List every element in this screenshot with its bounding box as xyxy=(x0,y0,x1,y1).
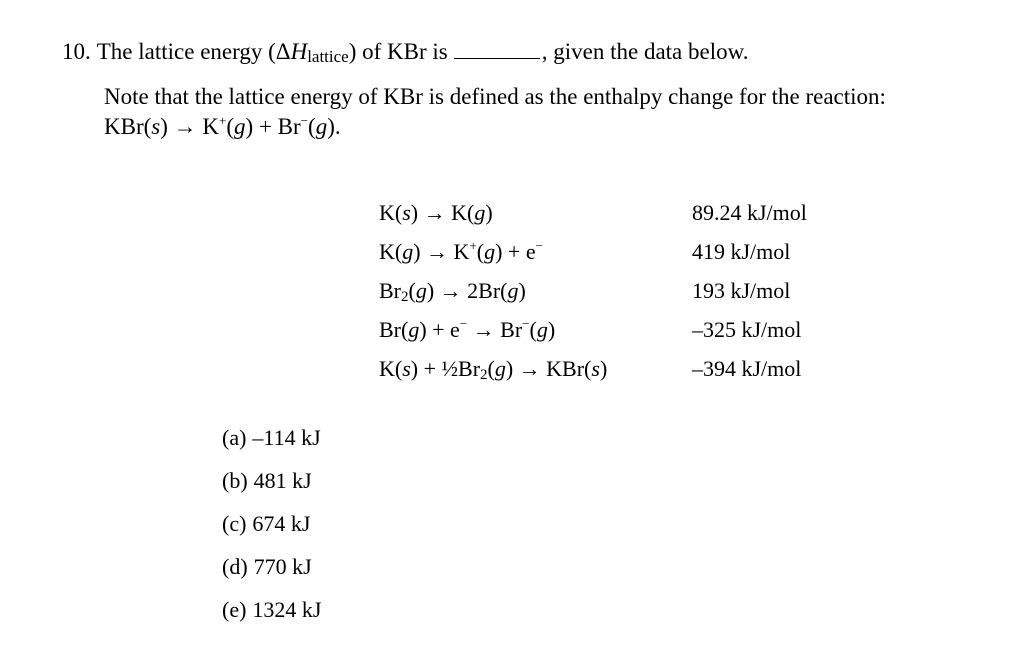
reaction-equation: Br(g) + e− → Br−(g) xyxy=(379,316,556,342)
note-part: ) → K xyxy=(160,114,220,139)
enthalpy-subscript: lattice xyxy=(307,47,349,66)
reaction-enthalpy: –325 kJ/mol xyxy=(692,317,802,342)
note-text xyxy=(104,82,886,142)
option-value: –114 kJ xyxy=(252,425,321,450)
note-part: KBr( xyxy=(104,114,152,139)
answer-options xyxy=(222,422,321,637)
enthalpy-symbol: H xyxy=(290,39,308,64)
reaction-enthalpy: 89.24 kJ/mol xyxy=(692,200,807,225)
note-part: ( xyxy=(226,114,235,139)
note-part: ( xyxy=(308,114,316,139)
reaction-enthalpy: 193 kJ/mol xyxy=(692,278,791,303)
option-letter: (d) xyxy=(222,554,248,579)
option-letter: (e) xyxy=(222,597,247,622)
note-charge: − xyxy=(300,113,309,128)
note-state: g xyxy=(315,114,328,139)
note-state: s xyxy=(151,114,161,139)
answer-option-b[interactable] xyxy=(222,465,321,508)
question-text xyxy=(62,38,748,67)
note-part: ). xyxy=(327,114,341,139)
note-part: ) + Br xyxy=(245,114,301,139)
option-letter: (a) xyxy=(222,425,247,450)
question-text-after: , given the data below. xyxy=(541,39,749,64)
reaction-equation: K(s) → K(g) xyxy=(379,200,493,225)
note-line-2 xyxy=(104,112,886,142)
option-letter: (b) xyxy=(222,468,248,493)
note-state: g xyxy=(234,114,246,139)
answer-option-a[interactable] xyxy=(222,422,321,465)
question-text-middle: ) of KBr is xyxy=(348,39,448,64)
note-charge: + xyxy=(219,113,227,128)
reaction-equation: $Br_2(g) \to 2Br(g)$ xyxy=(379,278,526,305)
answer-option-c[interactable] xyxy=(222,508,321,551)
reaction-equation: $K(s) + \frac{1}{2}Br_2(g) \to KBr(s)$ xyxy=(379,356,608,383)
question-number: 10. xyxy=(62,39,91,64)
question-text-before: The lattice energy (Δ xyxy=(96,39,291,64)
answer-option-d[interactable] xyxy=(222,551,321,594)
option-letter: (c) xyxy=(222,511,247,536)
note-line-1: Note that the lattice energy of KBr is defined as the enthalpy change for the reaction: xyxy=(104,84,886,109)
reaction-enthalpy: 419 kJ/mol xyxy=(692,239,791,264)
option-value: 674 kJ xyxy=(252,511,311,536)
reaction-enthalpy: –394 kJ/mol xyxy=(692,356,802,381)
option-value: 1324 kJ xyxy=(252,597,322,622)
option-value: 770 kJ xyxy=(253,554,312,579)
answer-option-e[interactable] xyxy=(222,594,321,637)
option-value: 481 kJ xyxy=(253,468,312,493)
reaction-equation: K(g) → K+(g) + e− xyxy=(379,238,543,264)
answer-blank xyxy=(454,38,540,59)
